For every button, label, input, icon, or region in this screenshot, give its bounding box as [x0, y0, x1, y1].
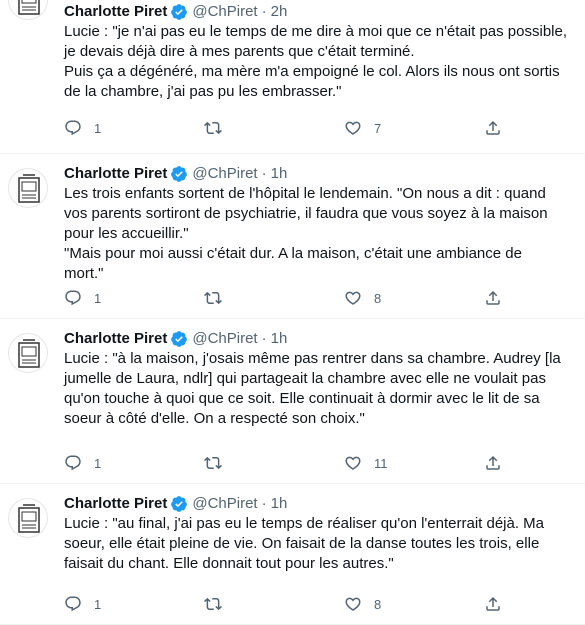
separator-dot: ·: [261, 495, 267, 512]
share-icon: [484, 119, 502, 137]
share-button[interactable]: [484, 289, 504, 307]
reply-icon: [64, 595, 82, 613]
separator-dot: ·: [261, 330, 267, 347]
verified-badge-icon: [170, 165, 188, 183]
retweet-button[interactable]: [204, 454, 264, 472]
separator-dot: ·: [261, 165, 267, 182]
share-button[interactable]: [484, 595, 504, 613]
retweet-icon: [204, 289, 222, 307]
verified-badge-icon: [170, 495, 188, 513]
author-handle[interactable]: @ChPiret: [192, 165, 258, 182]
author-handle[interactable]: @ChPiret: [192, 330, 258, 347]
retweet-button[interactable]: [204, 119, 264, 137]
tweet-header: [64, 329, 287, 349]
like-count: 11: [374, 455, 388, 471]
like-button[interactable]: [344, 595, 404, 613]
tweet-actions: [64, 453, 504, 473]
reply-count: 1: [94, 596, 102, 612]
like-count: 8: [374, 290, 382, 306]
reply-count: 1: [94, 290, 102, 306]
tweet-actions: [64, 118, 504, 138]
author-name[interactable]: Charlotte Piret: [64, 165, 168, 182]
tweet[interactable]: [0, 154, 585, 319]
verified-badge-icon: [170, 3, 188, 21]
like-button[interactable]: [344, 289, 404, 307]
avatar[interactable]: [8, 168, 48, 208]
author-name[interactable]: Charlotte Piret: [64, 330, 168, 347]
like-button[interactable]: [344, 119, 404, 137]
tweet-text: Lucie : "je n'ai pas eu le temps de me dire à moi que ce n'était pas possible, je devais déjà dire à mes parents que c'était terminé. Puis ça a dégénéré, ma mère m'a empoigné le col. Alors ils nous ont sortis de la chambre, j'ai pas pu les embrasser.": [64, 23, 568, 100]
reply-button[interactable]: [64, 454, 124, 472]
author-name[interactable]: Charlotte Piret: [64, 3, 168, 20]
tweet-actions: [64, 288, 504, 308]
reply-count: 1: [94, 455, 102, 471]
like-button[interactable]: [344, 454, 404, 472]
avatar[interactable]: [8, 498, 48, 538]
share-icon: [484, 454, 502, 472]
retweet-icon: [204, 595, 222, 613]
tweet-header: [64, 164, 287, 184]
reply-icon: [64, 289, 82, 307]
tweet-text: Lucie : "à la maison, j'osais même pas rentrer dans sa chambre. Audrey [la jumelle de Laura, ndlr] qui partageait la chambre avec elle ne voulait pas qu'on touche à quoi que ce soit. Elle continuait à dormir avec le lit de sa soeur à côté d'elle. On a respecté son choix.": [64, 350, 561, 427]
tweet-time[interactable]: 1h: [270, 330, 288, 347]
heart-icon: [344, 454, 362, 472]
tweet-time[interactable]: 1h: [270, 165, 288, 182]
retweet-button[interactable]: [204, 595, 264, 613]
reply-button[interactable]: [64, 595, 124, 613]
author-handle[interactable]: @ChPiret: [192, 495, 258, 512]
reply-icon: [64, 119, 82, 137]
reply-icon: [64, 454, 82, 472]
tweet-actions: [64, 594, 504, 614]
tweet-header: [64, 2, 287, 22]
reply-button[interactable]: [64, 289, 124, 307]
share-icon: [484, 595, 502, 613]
tweet-time[interactable]: 2h: [270, 3, 288, 20]
separator-dot: ·: [261, 3, 267, 20]
like-count: 7: [374, 120, 382, 136]
tweet-header: [64, 494, 287, 514]
retweet-icon: [204, 454, 222, 472]
verified-badge-icon: [170, 330, 188, 348]
retweet-icon: [204, 119, 222, 137]
tweet-time[interactable]: 1h: [270, 495, 288, 512]
author-name[interactable]: Charlotte Piret: [64, 495, 168, 512]
heart-icon: [344, 289, 362, 307]
heart-icon: [344, 595, 362, 613]
like-count: 8: [374, 596, 382, 612]
tweet[interactable]: [0, 484, 585, 625]
reply-button[interactable]: [64, 119, 124, 137]
tweet-text: Les trois enfants sortent de l'hôpital le lendemain. "On nous a dit : quand vos parents sortiront de psychiatrie, il faudra que vous soyez à la maison pour les accueillir." "Mais pour moi aussi c'était dur. A la maison, c'était une ambiance de mort.": [64, 185, 548, 282]
retweet-button[interactable]: [204, 289, 264, 307]
avatar[interactable]: [8, 333, 48, 373]
reply-count: 1: [94, 120, 102, 136]
avatar[interactable]: [8, 0, 48, 20]
share-button[interactable]: [484, 454, 504, 472]
tweet[interactable]: [0, 319, 585, 484]
heart-icon: [344, 119, 362, 137]
share-button[interactable]: [484, 119, 504, 137]
author-handle[interactable]: @ChPiret: [192, 3, 258, 20]
tweet[interactable]: [0, 0, 585, 154]
share-icon: [484, 289, 502, 307]
tweet-text: Lucie : "au final, j'ai pas eu le temps de réaliser qu'on l'enterrait déjà. Ma soeur, elle était pleine de vie. On faisait de la danse toutes les trois, elle faisait du chant. Elle donnait tout pour les autres.": [64, 515, 545, 572]
